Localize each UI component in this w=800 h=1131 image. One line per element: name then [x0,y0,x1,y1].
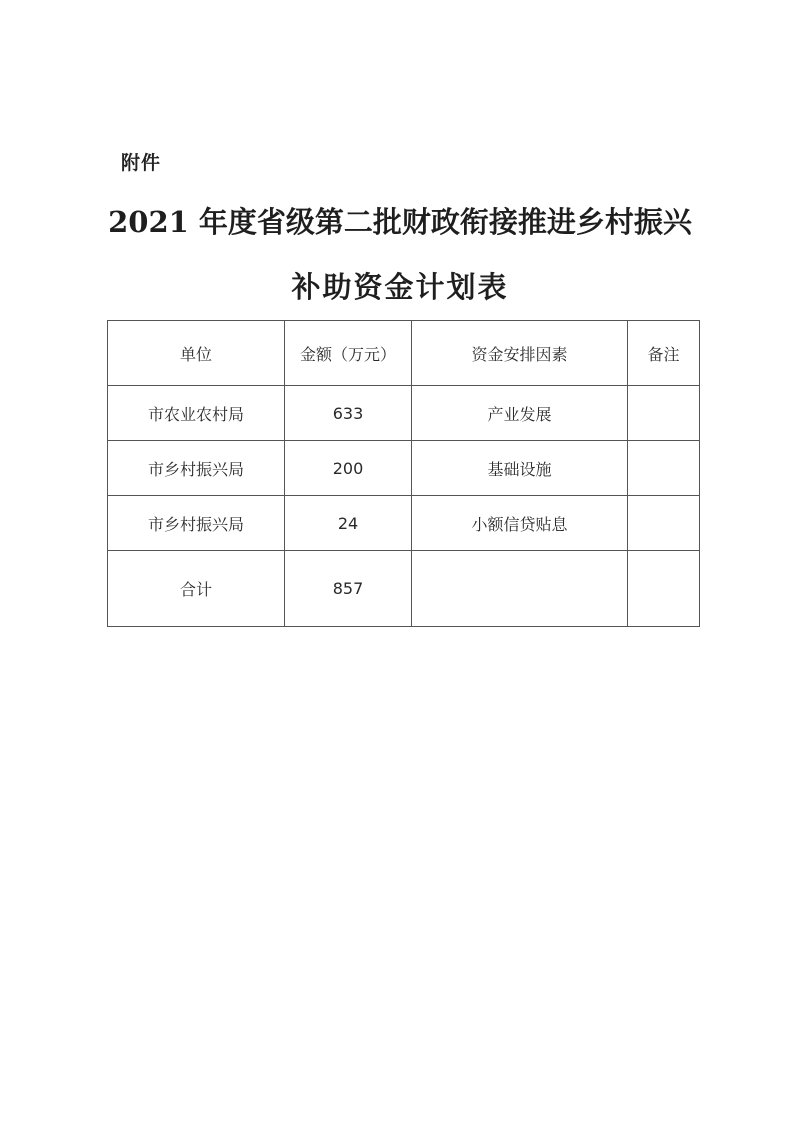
fund-plan-table [107,320,700,627]
header-remark: 备注 [628,321,700,386]
cell-amount: 200 [285,441,412,496]
table-row [108,496,700,551]
table-row [108,441,700,496]
cell-unit: 市乡村振兴局 [108,441,285,496]
cell-factor: 小额信贷贴息 [412,496,628,551]
document-title-line-2: 补助资金计划表 [291,270,509,304]
document-title-line-1: 2021 年度省级第二批财政衔接推进乡村振兴 [108,205,692,239]
attachment-label: 附件 [121,152,162,174]
header-factor: 资金安排因素 [412,321,628,386]
table-header-row [108,321,700,386]
table-total-row [108,551,700,627]
cell-amount: 633 [285,386,412,441]
cell-unit: 市农业农村局 [108,386,285,441]
cell-factor: 基础设施 [412,441,628,496]
cell-remark [628,496,700,551]
total-label: 合计 [108,551,285,627]
header-amount: 金额（万元） [285,321,412,386]
cell-unit: 市乡村振兴局 [108,496,285,551]
cell-remark [628,386,700,441]
header-unit: 单位 [108,321,285,386]
table-row [108,386,700,441]
total-amount: 857 [285,551,412,627]
total-remark [628,551,700,627]
cell-remark [628,441,700,496]
total-factor [412,551,628,627]
cell-amount: 24 [285,496,412,551]
cell-factor: 产业发展 [412,386,628,441]
